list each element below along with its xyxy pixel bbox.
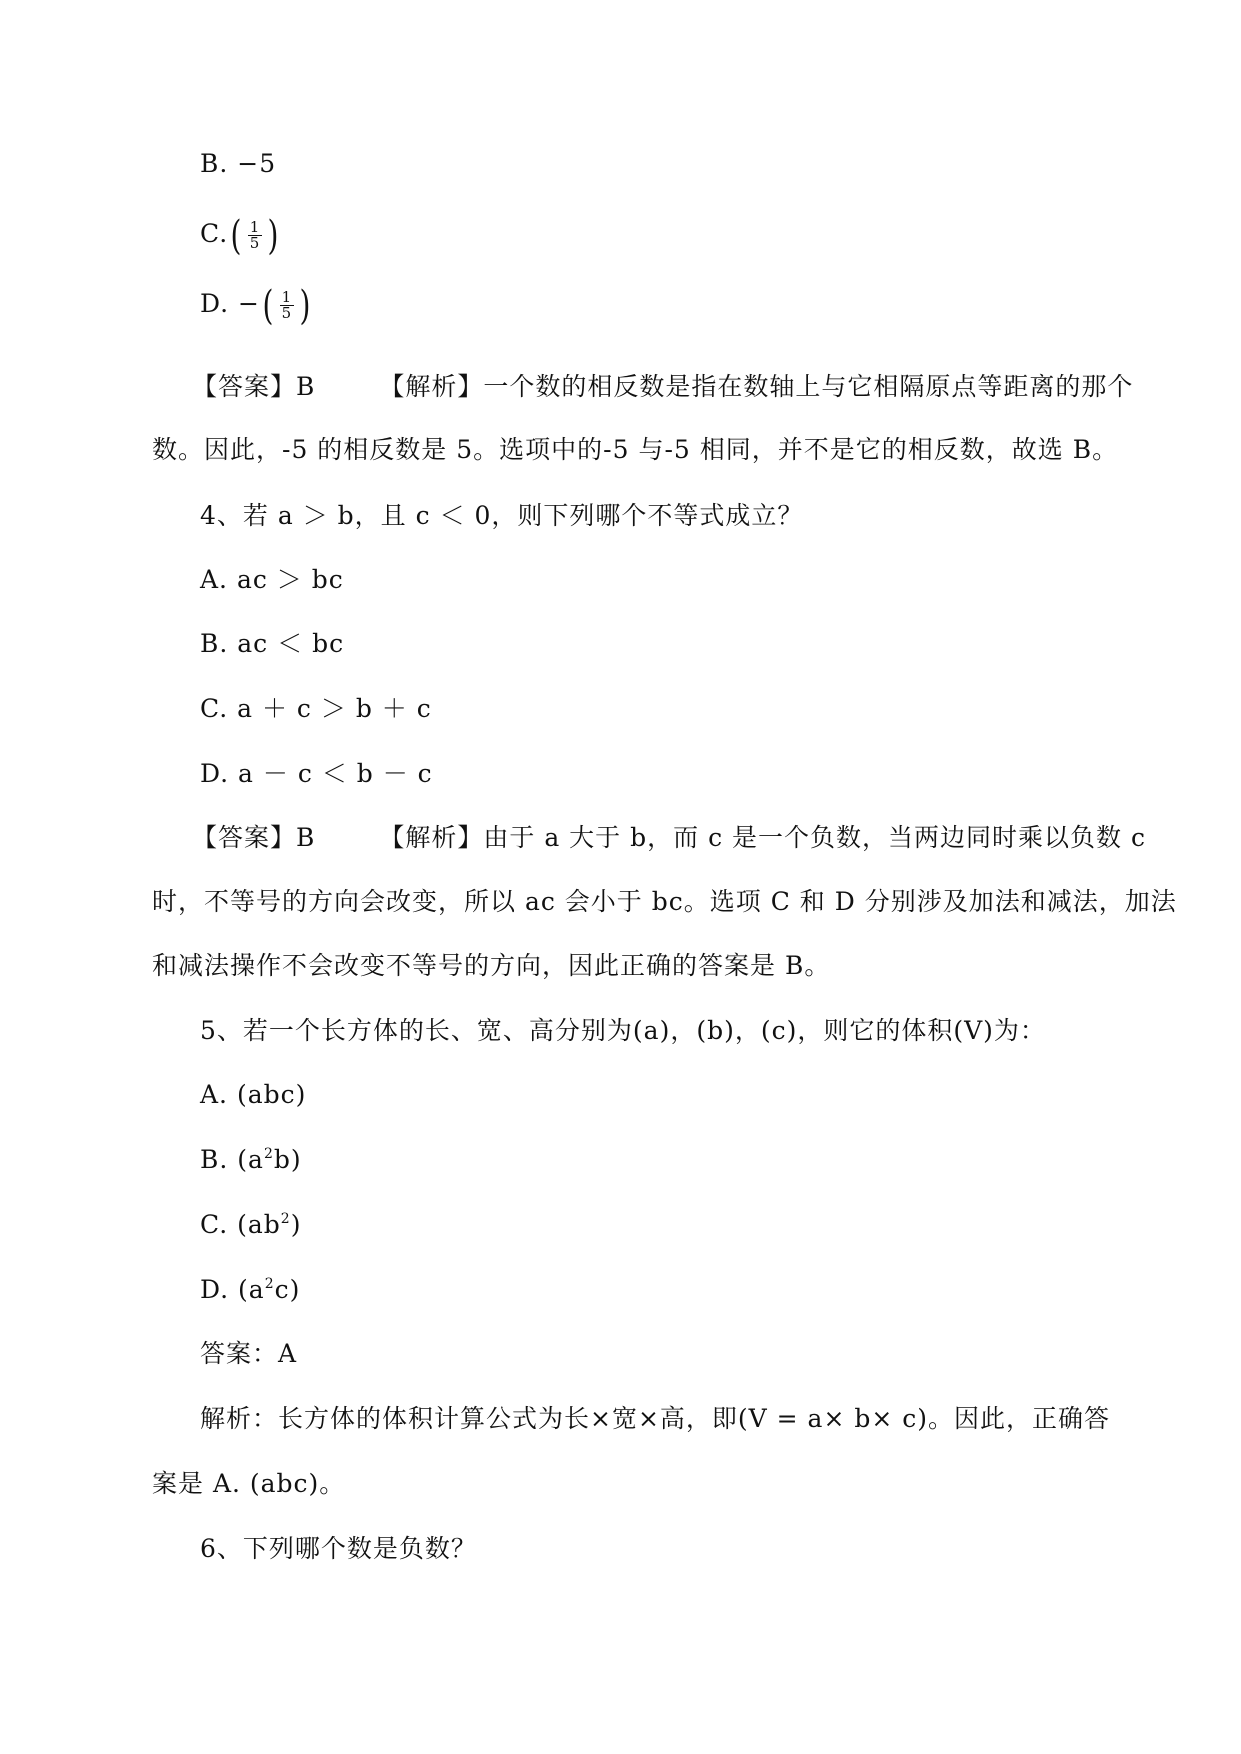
- exponent: 2: [264, 1276, 275, 1292]
- q3-analysis-line2: 数。因此，-5 的相反数是 5。选项中的-5 与-5 相同，并不是它的相反数，故选 B。: [152, 435, 1119, 464]
- q3-answer-line: [192, 371, 1133, 403]
- q3-option-c-label: C.: [200, 219, 229, 248]
- q4-question: 4、若 a ＞ b，且 c ＜ 0，则下列哪个不等式成立？: [200, 501, 804, 530]
- q5-option-a: A. (abc): [200, 1080, 307, 1109]
- q5-analysis-line2: 案是 A. (abc)。: [152, 1469, 346, 1498]
- q5-analysis-line1: 解析：长方体的体积计算公式为长×宽×高，即(V = a× b× c)。因此，正确答: [200, 1404, 1110, 1433]
- q5-option-c: C. $(ab^2)$: [200, 1210, 302, 1239]
- q3-answer: 【答案】B: [192, 372, 316, 401]
- q5-option-d: D. $(a^2c)$: [200, 1275, 301, 1304]
- fraction-one-fifth: [248, 220, 263, 251]
- fraction-one-fifth: [280, 290, 295, 321]
- q3-option-c: C.( $\frac{1}{5}$ ): [200, 212, 280, 259]
- q4-analysis-line3: 和减法操作不会改变不等号的方向，因此正确的答案是 B。: [152, 951, 831, 980]
- exponent: 2: [263, 1146, 274, 1162]
- q4-option-a: A. ac ＞ bc: [200, 565, 344, 594]
- fraction-numerator: 1: [281, 288, 293, 306]
- q5-question: 5、若一个长方体的长、宽、高分别为(a)，(b)，(c)，则它的体积(V)为：: [200, 1016, 1046, 1045]
- q3-option-b: B. −5: [200, 149, 277, 178]
- q4-analysis-line2: 时，不等号的方向会改变，所以 ac 会小于 bc。选项 C 和 D 分别涉及加法和减法，加法: [152, 887, 1177, 916]
- q5-option-b: B. $(a^2b)$: [200, 1145, 302, 1174]
- q3-option-d: D. −( $\frac{1}{5}$ ): [200, 282, 312, 329]
- q6-question: 6、下列哪个数是负数？: [200, 1534, 477, 1563]
- fraction-denominator: 5: [249, 234, 261, 252]
- q4-option-d: D. a － c ＜ b － c: [200, 759, 433, 788]
- q4-option-c: C. a ＋ c ＞ b ＋ c: [200, 694, 432, 723]
- q5-answer: 答案：A: [200, 1339, 298, 1368]
- q3-option-d-label: D. −: [200, 289, 260, 318]
- q4-answer-line: [192, 822, 1146, 854]
- exponent: 2: [280, 1211, 291, 1227]
- fraction-numerator: 1: [249, 218, 261, 236]
- q4-option-b: B. ac ＜ bc: [200, 629, 345, 658]
- q4-answer: 【答案】B: [192, 823, 316, 852]
- q4-analysis-line1: 【解析】由于 a 大于 b，而 c 是一个负数，当两边同时乘以负数 c: [379, 823, 1146, 852]
- fraction-denominator: 5: [281, 304, 293, 322]
- q3-analysis-line1: 【解析】一个数的相反数是指在数轴上与它相隔原点等距离的那个: [379, 372, 1134, 401]
